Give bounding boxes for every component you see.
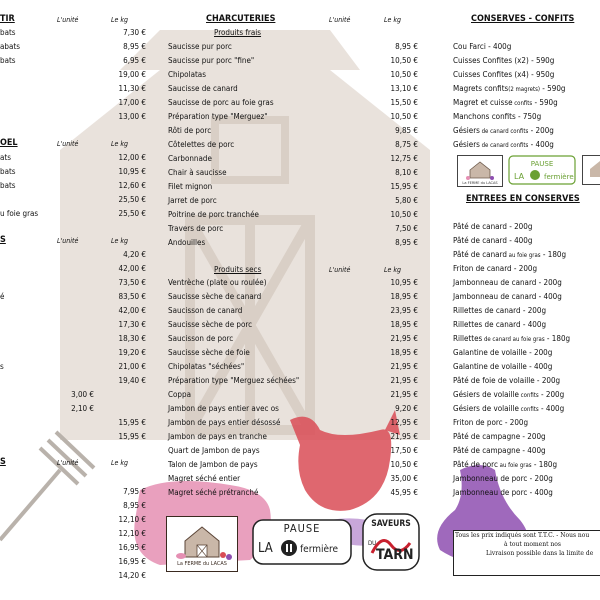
charcuterie-item-name: Travers de porc <box>168 224 224 233</box>
entree-item <box>453 305 546 317</box>
left-row-kg: 18,30 € <box>118 334 146 343</box>
left-row-kg: 13,00 € <box>118 112 146 121</box>
left-row-kg: 6,95 € <box>123 56 146 65</box>
svg-text:fermière: fermière <box>544 173 574 181</box>
entree-item-weight: - 200g <box>538 390 565 399</box>
charcuterie-sec-name: Préparation type "Merguez séchées" <box>168 376 300 385</box>
left-row-kg: 25,50 € <box>118 195 146 204</box>
entree-item <box>453 375 560 387</box>
left-row-kg: 12,60 € <box>118 181 146 190</box>
charcuterie-item-name: Chair à saucisse <box>168 168 227 177</box>
left-row-kg: 17,30 € <box>118 320 146 329</box>
entree-item-weight: - 180g <box>540 250 567 259</box>
charcuterie-item-name: Saucisse de porc au foie gras <box>168 98 274 107</box>
left-row-kg: 12,10 € <box>118 529 146 538</box>
charcuterie-sec-name: Coppa <box>168 390 191 399</box>
conserve-item-detail: confits <box>512 100 533 107</box>
charcuteries-title: CHARCUTERIES <box>206 14 276 24</box>
charc-col-kg-header-2: Le kg <box>384 266 402 274</box>
conserve-item-weight: - 400g <box>528 140 554 149</box>
left-row-kg: 4,20 € <box>123 250 146 259</box>
left-row-kg: 21,00 € <box>118 362 146 371</box>
conserve-item-detail: (2 magrets) <box>508 86 540 93</box>
conserve-item <box>453 69 554 81</box>
charcuterie-sec-price: 21,95 € <box>390 334 418 343</box>
charcuterie-sec-price: 21,95 € <box>390 362 418 371</box>
charcuterie-item-price: 7,50 € <box>395 224 418 233</box>
charcuterie-sec-price: 12,95 € <box>390 418 418 427</box>
left-row-kg: 42,00 € <box>118 306 146 315</box>
pause-logo-fermiere: fermière <box>300 544 339 555</box>
saveurs-logo-top: SAVEURS <box>371 519 411 529</box>
pause-icon <box>281 540 297 556</box>
charcuterie-item-name: Préparation type "Merguez" <box>168 112 268 121</box>
charcuterie-sec-price: 21,95 € <box>390 390 418 399</box>
left-row-name: ats <box>0 153 11 162</box>
conserve-item <box>453 125 554 138</box>
charcuterie-sec-name: Jambon de pays en tranche <box>168 432 267 441</box>
entree-item-name: Rillettes de canard - 400g <box>453 320 547 329</box>
pricing-note <box>453 530 600 576</box>
entree-item-name: Pâté de canard - 200g <box>453 222 533 231</box>
left-row-kg: 17,00 € <box>118 98 146 107</box>
left-section-3: S <box>0 235 6 245</box>
left-row-kg: 73,50 € <box>118 278 146 287</box>
charcuterie-item-price: 10,50 € <box>390 70 418 79</box>
entree-item-detail: confits <box>518 392 539 399</box>
charcuterie-item-price: 9,85 € <box>395 126 418 135</box>
conserves-confits-title: CONSERVES - CONFITS <box>471 14 575 24</box>
entree-item <box>453 319 546 331</box>
entree-item-name: Friton de porc - 200g <box>453 418 529 427</box>
left-col-kg-header-3: Le kg <box>111 237 129 245</box>
left-row-kg: 7,95 € <box>123 487 146 496</box>
entree-item-weight: - 180g <box>531 460 558 469</box>
entree-item <box>453 263 537 275</box>
charcuterie-sec-name: Jambon de pays entier désossé <box>168 418 281 427</box>
entree-item-weight: - 400g <box>538 404 565 413</box>
conserve-item-weight: - 200g <box>528 126 554 135</box>
left-col-unite-header-2: L'unité <box>57 140 79 148</box>
conserve-item <box>453 41 511 53</box>
charc-col-unite-header: L'unité <box>329 16 351 24</box>
left-row-kg: 11,30 € <box>118 84 146 93</box>
pricing-note-line-3: Livraison possible dans la limite de <box>486 550 594 557</box>
conserve-item-name: Magret et cuisse <box>453 98 513 107</box>
entree-item-name: Pâté de campagne - 400g <box>453 446 546 455</box>
charcuterie-sec-name: Magret séché prétranché <box>168 488 259 497</box>
left-row-name: é <box>0 292 5 301</box>
left-row-name: bats <box>0 56 16 65</box>
charcuterie-sec-name: Magret séché entier <box>168 474 241 483</box>
left-row-name: abats <box>0 42 20 51</box>
entree-item-detail: confits <box>518 406 539 413</box>
charcuterie-item-name: Saucisse de canard <box>168 84 238 93</box>
charcuterie-item-price: 10,50 € <box>390 56 418 65</box>
ferme-lacas-logo <box>166 516 238 572</box>
entree-item-name: Friton de canard - 200g <box>453 264 538 273</box>
charc-col-unite-header-2: L'unité <box>329 266 351 274</box>
pricing-note-line-2: à tout moment nos <box>504 541 561 548</box>
ferme-lacas-small-logo <box>457 155 503 187</box>
charcuterie-item-name: Chipolatas <box>168 70 206 79</box>
entree-item <box>453 347 552 359</box>
conserve-item-detail: de canard confits <box>479 142 529 149</box>
produits-frais-title: Produits frais <box>214 28 262 37</box>
charcuterie-item-price: 13,10 € <box>390 84 418 93</box>
charcuterie-sec-price: 18,95 € <box>390 348 418 357</box>
charcuterie-sec-name: Quart de Jambon de pays <box>168 446 260 455</box>
entree-item-name: Pâté de porc <box>453 460 498 469</box>
charc-col-kg-header: Le kg <box>384 16 402 24</box>
left-row-kg: 16,95 € <box>118 557 146 566</box>
left-col-kg-header-4: Le kg <box>111 459 129 467</box>
left-row-kg: 25,50 € <box>118 209 146 218</box>
saveurs-logo-tarn: TARN <box>376 547 414 563</box>
charcuterie-sec-name: Saucisson de porc <box>168 334 234 343</box>
left-row-kg: 83,50 € <box>118 292 146 301</box>
entree-item <box>453 361 552 373</box>
entree-item-detail: de canard au foie gras <box>482 336 545 343</box>
charcuterie-item-price: 15,95 € <box>390 182 418 191</box>
charcuterie-sec-name: Saucisse sèche de foie <box>168 348 250 357</box>
entree-item-name: Jambonneau de porc - 200g <box>453 474 553 483</box>
conserve-item-name: Gésiers <box>453 140 480 149</box>
charcuterie-sec-price: 9,20 € <box>395 404 418 413</box>
left-row-kg: 8,95 € <box>123 501 146 510</box>
entree-item-name: Galantine de volaille - 200g <box>453 348 553 357</box>
left-row-name: s <box>0 362 4 371</box>
conserve-item-name: Magrets confits <box>453 84 509 93</box>
charcuterie-item-price: 10,50 € <box>390 112 418 121</box>
entree-item <box>453 487 553 499</box>
entree-item-name: Pâté de canard - 400g <box>453 236 533 245</box>
left-row-unite: 3,00 € <box>71 390 94 399</box>
conserve-item-name: Gésiers <box>453 126 480 135</box>
conserve-item-weight: - 590g <box>540 84 566 93</box>
pause-fermiere-small-logo <box>508 155 576 185</box>
entree-item-name: Pâté de canard <box>453 250 507 259</box>
left-row-kg: 10,95 € <box>118 167 146 176</box>
left-col-unite-header-3: L'unité <box>57 237 79 245</box>
conserve-item-name: Manchons confits - 750g <box>453 112 542 121</box>
left-row-kg: 19,00 € <box>118 70 146 79</box>
entree-item <box>453 235 532 247</box>
entree-item-name: Jambonneau de canard - 400g <box>453 292 562 301</box>
left-section-title: TIR <box>0 14 15 24</box>
conserve-item-name: Cuisses Confites (x4) - 950g <box>453 70 555 79</box>
left-section-noel: OEL <box>0 138 18 148</box>
entree-item <box>453 221 532 233</box>
left-row-unite: 2,10 € <box>71 404 94 413</box>
entree-item <box>453 389 564 402</box>
pause-fermiere-logo <box>252 519 352 565</box>
saveurs-logo-du: DU <box>368 540 377 547</box>
charcuterie-sec-price: 45,95 € <box>390 488 418 497</box>
charcuterie-item-price: 12,75 € <box>390 154 418 163</box>
entree-item-name: Rillettes de canard - 200g <box>453 306 547 315</box>
charcuterie-sec-price: 10,95 € <box>390 278 418 287</box>
charcuterie-sec-name: Ventrèche (plate ou roulée) <box>168 278 267 287</box>
entree-item-name: Rillettes <box>453 334 483 343</box>
entree-item-weight: - 180g <box>544 334 571 343</box>
entree-item <box>453 417 528 429</box>
entree-item-name: Galantine de volaille - 400g <box>453 362 553 371</box>
left-col-kg-header: Le kg <box>111 16 129 24</box>
charcuterie-item-price: 8,75 € <box>395 140 418 149</box>
conserve-item-detail: de canard confits <box>479 128 529 135</box>
pause-logo-la: LA <box>258 541 273 556</box>
conserve-item-name: Cou Farci - 400g <box>453 42 512 51</box>
entree-item-name: Jambonneau de canard - 200g <box>453 278 562 287</box>
left-row-kg: 19,20 € <box>118 348 146 357</box>
charcuterie-sec-name: Jambon de pays entier avec os <box>168 404 279 413</box>
charcuterie-item-name: Jarret de porc <box>168 196 217 205</box>
ferme-lacas-logo-text: La FERME du LACAS <box>177 561 227 567</box>
charcuterie-sec-price: 23,95 € <box>390 306 418 315</box>
charcuterie-item-price: 15,50 € <box>390 98 418 107</box>
entree-item <box>453 431 546 443</box>
entree-item <box>453 333 570 346</box>
charcuterie-item-name: Côtelettes de porc <box>168 140 235 149</box>
left-row-kg: 15,95 € <box>118 432 146 441</box>
left-row-name: bats <box>0 167 16 176</box>
svg-text:PAUSE: PAUSE <box>530 160 554 168</box>
left-row-name: bats <box>0 28 16 37</box>
entrees-title: ENTREES EN CONSERVES <box>466 194 580 204</box>
charcuterie-sec-price: 18,95 € <box>390 292 418 301</box>
produits-secs-title: Produits secs <box>214 265 262 274</box>
charcuterie-item-name: Rôti de porc <box>168 126 212 135</box>
conserve-item <box>453 83 565 96</box>
entree-item <box>453 473 553 485</box>
left-row-kg: 16,95 € <box>118 543 146 552</box>
charcuterie-sec-price: 18,95 € <box>390 320 418 329</box>
entree-item-name: Gésiers de volaille <box>453 390 519 399</box>
charcuterie-item-name: Filet mignon <box>168 182 213 191</box>
charcuterie-item-name: Carbonnade <box>168 154 212 163</box>
entree-item <box>453 459 557 472</box>
charcuterie-item-price: 5,80 € <box>395 196 418 205</box>
charcuterie-sec-price: 35,00 € <box>390 474 418 483</box>
left-row-kg: 8,95 € <box>123 42 146 51</box>
left-row-kg: 19,40 € <box>118 376 146 385</box>
entree-item-detail: au foie gras <box>497 462 532 469</box>
left-row-kg: 14,20 € <box>118 571 146 580</box>
left-row-kg: 42,00 € <box>118 264 146 273</box>
left-section-4: S <box>0 457 6 467</box>
left-col-unite-header: L'unité <box>57 16 79 24</box>
entree-item-name: Pâté de foie de volaille - 200g <box>453 376 561 385</box>
entree-item-detail: au foie gras <box>506 252 541 259</box>
left-col-kg-header-2: Le kg <box>111 140 129 148</box>
entree-item <box>453 249 566 262</box>
entree-item <box>453 403 564 416</box>
charcuterie-sec-name: Saucisson de canard <box>168 306 243 315</box>
conserve-item <box>453 139 554 152</box>
svg-text:La FERME du LACAS: La FERME du LACAS <box>462 181 498 185</box>
entree-item <box>453 445 546 457</box>
charcuterie-sec-name: Talon de Jambon de pays <box>168 460 258 469</box>
left-row-kg: 7,30 € <box>123 28 146 37</box>
conserve-item <box>453 111 541 123</box>
conserve-item <box>453 97 558 110</box>
entree-item-name: Jambonneau de porc - 400g <box>453 488 553 497</box>
ferme-lacas-small-logo-2 <box>582 155 600 185</box>
charcuterie-item-price: 8,95 € <box>395 238 418 247</box>
charcuterie-item-price: 8,95 € <box>395 42 418 51</box>
entree-item-name: Pâté de campagne - 200g <box>453 432 546 441</box>
charcuterie-sec-price: 17,50 € <box>390 446 418 455</box>
svg-text:LA: LA <box>514 172 525 181</box>
left-row-kg: 12,10 € <box>118 515 146 524</box>
charcuterie-sec-price: 21,95 € <box>390 376 418 385</box>
charcuterie-item-name: Saucisse pur porc <box>168 42 232 51</box>
charcuterie-item-price: 8,10 € <box>395 168 418 177</box>
left-row-name: u foie gras <box>0 209 39 218</box>
charcuterie-item-name: Andouilles <box>168 238 206 247</box>
left-row-kg: 12,00 € <box>118 153 146 162</box>
saveurs-tarn-logo <box>362 513 420 571</box>
conserve-item-name: Cuisses Confites (x2) - 590g <box>453 56 555 65</box>
left-row-kg: 15,95 € <box>118 418 146 427</box>
conserve-item-weight: - 590g <box>532 98 558 107</box>
entree-item <box>453 277 562 289</box>
pause-logo-top: PAUSE <box>283 522 321 535</box>
charcuterie-sec-price: 21,95 € <box>390 432 418 441</box>
charcuterie-item-name: Poitrine de porc tranchée <box>168 210 259 219</box>
charcuterie-sec-price: 10,50 € <box>390 460 418 469</box>
charcuterie-sec-name: Saucisse sèche de porc <box>168 320 253 329</box>
entree-item <box>453 291 562 303</box>
pricing-note-line-1: Tous les prix indiqués sont T.T.C. - Nous nou <box>455 532 590 539</box>
entree-item-name: Gésiers de volaille <box>453 404 519 413</box>
charcuterie-sec-name: Chipolatas "séchées" <box>168 362 245 371</box>
conserve-item <box>453 55 554 67</box>
charcuterie-sec-name: Saucisse sèche de canard <box>168 292 262 301</box>
left-row-name: bats <box>0 181 16 190</box>
charcuterie-item-name: Saucisse pur porc "fine" <box>168 56 255 65</box>
left-col-unite-header-4: L'unité <box>57 459 79 467</box>
charcuterie-item-price: 10,50 € <box>390 210 418 219</box>
